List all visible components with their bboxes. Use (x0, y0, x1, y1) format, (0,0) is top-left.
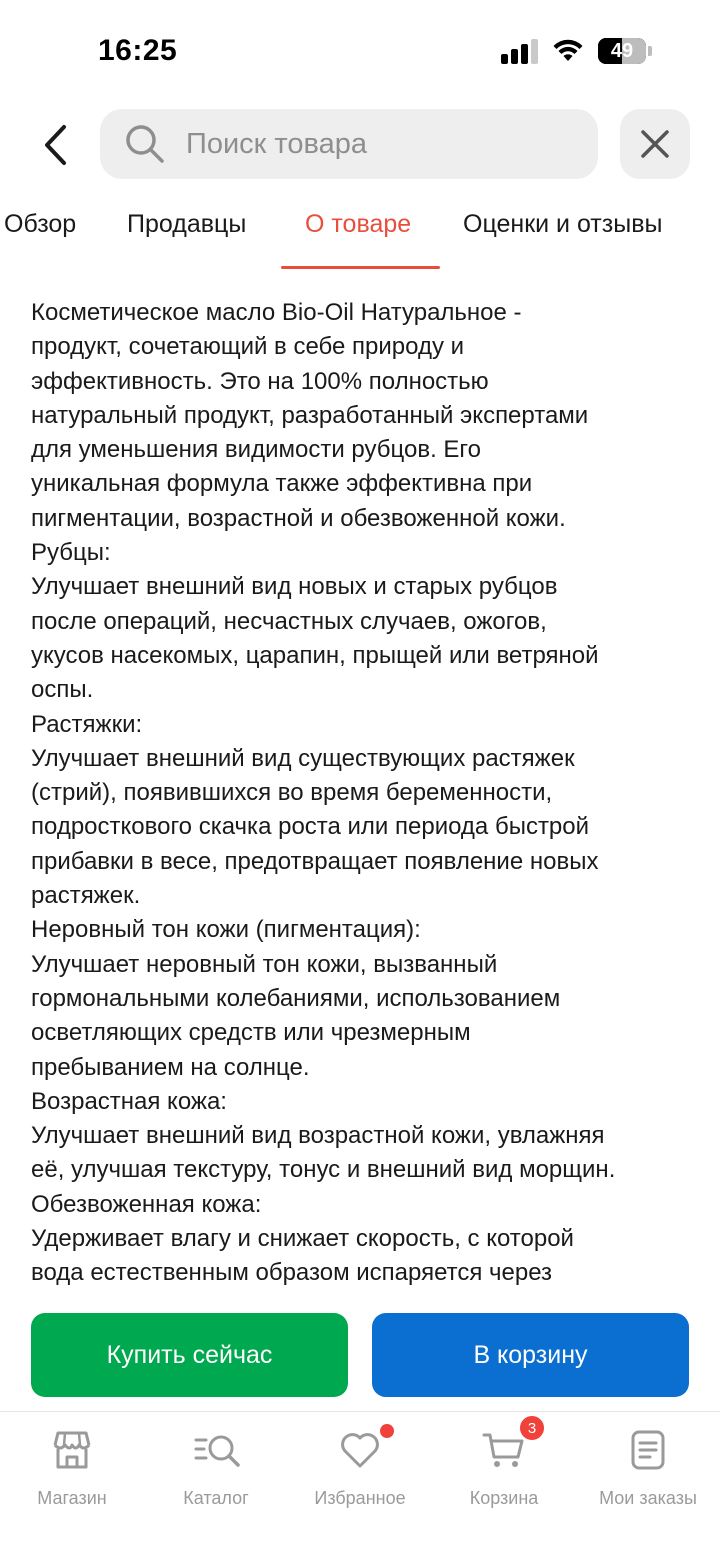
nav-item-catalog[interactable] (144, 1412, 288, 1522)
nav-item-cart[interactable] (432, 1412, 576, 1522)
bottom-navigation (0, 1411, 720, 1564)
search-input[interactable] (186, 128, 566, 161)
battery-cap (648, 46, 652, 56)
description-line: пребыванием на солнце. (31, 1053, 310, 1081)
description-line: Улучшает внешний вид возрастной кожи, увлажняя (31, 1122, 605, 1150)
description-line: Растяжки: (31, 710, 143, 738)
description-line: Удерживает влагу и снижает скорость, с которой (31, 1225, 574, 1253)
cart-icon (482, 1419, 537, 1472)
nav-item-favorites[interactable] (288, 1412, 432, 1522)
description-line: гормональными колебаниями, использованием (31, 984, 561, 1012)
nav-label-orders: Мои заказы (599, 1488, 697, 1508)
description-line: подросткового скачка роста или периода быстрой (31, 813, 590, 841)
description-line: натуральный продукт, разработанный экспертами (31, 401, 589, 429)
clear-search-button[interactable] (620, 109, 690, 179)
description-line: вода естественным образом испаряется через (31, 1259, 553, 1287)
back-button[interactable] (30, 118, 80, 172)
description-line: её, улучшая текстуру, тонус и внешний вид морщин. (31, 1156, 616, 1184)
buy-now-button[interactable]: Купить сейчас (31, 1313, 348, 1397)
description-line: после операций, несчастных случаев, ожогов, (31, 607, 547, 635)
description-line: осветляющих средств или чрезмерным (31, 1019, 471, 1047)
description-line: Обезвоженная кожа: (31, 1190, 262, 1218)
description-line: для уменьшения видимости рубцов. Его (31, 436, 481, 464)
description-line: Улучшает внешний вид новых и старых рубцов (31, 573, 558, 601)
search-icon (124, 123, 166, 165)
tab-sellers[interactable]: Продавцы (127, 210, 247, 238)
nav-label-cart: Корзина (469, 1488, 539, 1508)
nav-item-orders[interactable] (576, 1412, 720, 1522)
status-bar (0, 0, 720, 100)
nav-label-favorites: Избранное (314, 1488, 406, 1508)
nav-label-store: Магазин (37, 1488, 107, 1508)
description-line: Косметическое масло Bio-Oil Натуральное - (31, 299, 522, 326)
catalog-search-icon (194, 1428, 238, 1472)
description-line: (стрий), появившихся во время беременности, (31, 779, 553, 807)
close-icon (638, 127, 672, 161)
active-tab-indicator (281, 266, 440, 269)
battery-icon (598, 38, 646, 64)
nav-item-store[interactable] (0, 1412, 144, 1522)
description-line: Улучшает внешний вид существующих растяжек (31, 744, 575, 772)
description-line: прибавки в весе, предотвращает появление новых (31, 847, 599, 875)
description-line: пигментации, возрастной и обезвоженной кожи. (31, 504, 566, 532)
search-box[interactable] (100, 109, 598, 179)
tab-overview[interactable]: Обзор (4, 210, 77, 238)
tab-reviews[interactable]: Оценки и отзывы (463, 210, 663, 238)
description-line: оспы. (31, 676, 94, 704)
cart-count-badge: 3 (518, 1414, 546, 1442)
store-icon (50, 1428, 94, 1472)
description-line: Неровный тон кожи (пигментация): (31, 916, 421, 944)
wifi-icon (552, 39, 584, 63)
description-line: Возрастная кожа: (31, 1087, 227, 1115)
tab-about-product[interactable]: О товаре (305, 210, 412, 238)
description-line: укусов насекомых, царапин, прыщей или ветряной (31, 641, 599, 669)
description-line: Рубцы: (31, 539, 111, 567)
add-to-cart-button[interactable]: В корзину (372, 1313, 689, 1397)
description-line: Улучшает неровный тон кожи, вызванный (31, 950, 498, 978)
product-description (31, 296, 695, 1291)
favorites-notification-dot (380, 1424, 394, 1438)
description-line: уникальная формула также эффективна при (31, 470, 533, 498)
orders-icon (626, 1428, 670, 1472)
status-time: 16:25 (98, 34, 178, 67)
status-indicators (501, 38, 652, 64)
description-line: растяжек. (31, 882, 141, 910)
cellular-signal-icon (501, 38, 538, 64)
chevron-left-icon (40, 123, 70, 167)
description-line: эффективность. Это на 100% полностью (31, 367, 489, 395)
nav-label-catalog: Каталог (183, 1488, 249, 1508)
description-line: продукт, сочетающий в себе природу и (31, 333, 465, 361)
battery-percent: 49 (610, 39, 634, 62)
product-tabs (0, 200, 720, 270)
heart-icon (338, 1428, 382, 1472)
